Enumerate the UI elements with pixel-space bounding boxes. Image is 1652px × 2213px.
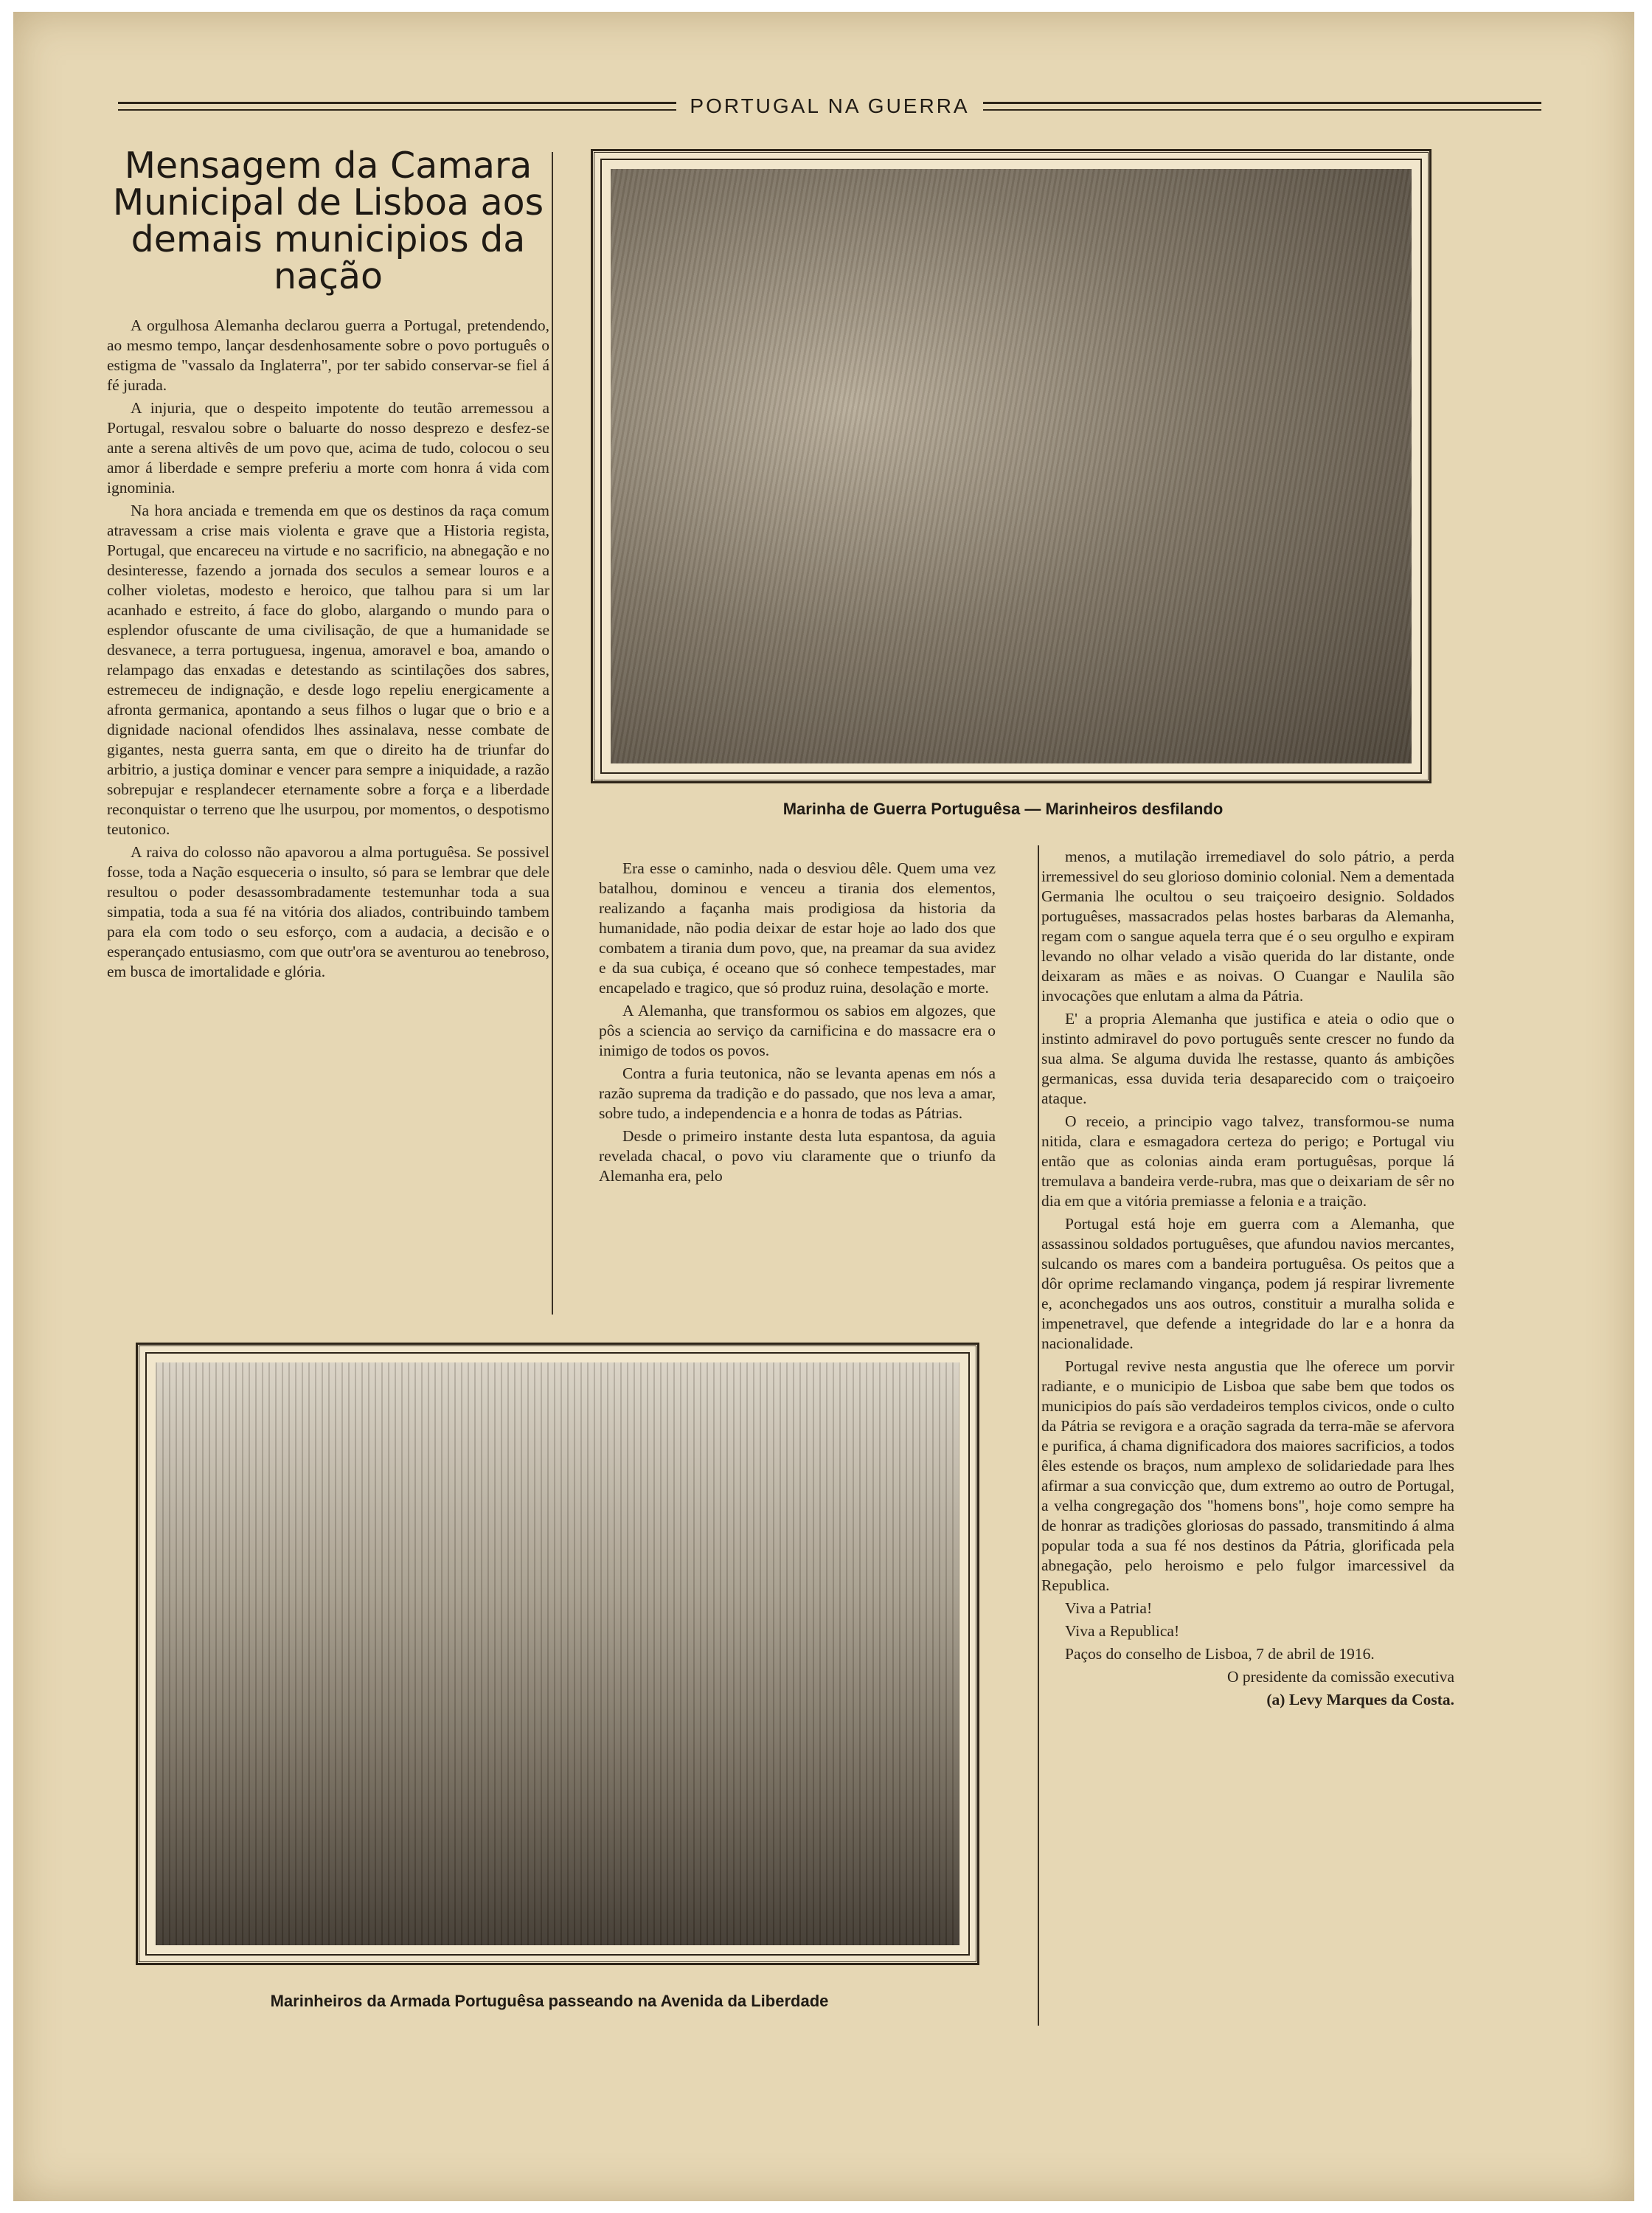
paragraph: A Alemanha, que transformou os sabios em algozes, que pôs a sciencia ao serviço da carnificina e do massacre era o inimigo de todos os povos. [599, 1002, 996, 1059]
paragraph: A orgulhosa Alemanha declarou guerra a Portugal, pretendendo, ao mesmo tempo, lançar desdenhosamente sobre o povo português o estigma de "vassalo da Inglaterra", por ter sabido conservar-se fiel á fé jurada. [107, 316, 549, 394]
paragraph: Contra a furia teutonica, não se levanta apenas em nós a razão suprema da tradição e do passado, que nos leva a amar, sobre tudo, a independencia e a honra de todas as Pátrias. [599, 1064, 996, 1122]
photo-sailors-avenue [156, 1362, 959, 1945]
paragraph: Na hora anciada e tremenda em que os destinos da raça comum atravessam a crise mais violenta e grave que a Historia regista, Portugal, que encareceu na virtude e no sacrificio, na abnegação e no desinteresse, fazendo a jornada dos seculos a semear louros e a colher violetas, modesto e heroico, que talhou para si um lar acanhado e estreito, á face do globo, alargando o mundo para o esplendor ofuscante de uma civilisação, de que a humanidade se desvanece, a terra portuguesa, ingenua, amoravel e boa, amando o relampago das enxadas e detestando as scintilações dos sabres, estremeceu de indignação, e desde logo repeliu energicamente a afronta germanica, apontando a seus filhos o lugar que o brio e a dignidade nacional ofendidos lhes assinalava, nesse combate de gigantes, nesta guerra santa, em que o direito ha de triunfar do arbitrio, a justiça dominar e vencer para sempre a iniquidade, a razão sobrepujar e resplandecer eternamente sobre a força e a liberdade reconquistar o terreno que lhe usurpou, por momentos, o despotismo teutonico. [107, 502, 549, 838]
header-rule-left [118, 102, 676, 111]
paragraph: menos, a mutilação irremediavel do solo pátrio, a perda irremessivel do seu glorioso dominio colonial. Nem a dementada Germania lhe ocultou o seu traiçoeiro designio. Soldados portuguêses, massacrados pelas hostes barbaras da Alemanha, regam com o sangue aquela terra que é o seu orgulho e expiram levando no olhar velado a visão querida do lar distante, onde deixaram as mães e as noivas. O Cuangar e Naulila são invocações que enlutam a alma da Pátria. [1041, 848, 1454, 1005]
column-rule [1038, 845, 1039, 2026]
photo-border [600, 159, 1422, 774]
header-rule-right [983, 102, 1541, 111]
paragraph: Portugal está hoje em guerra com a Alemanha, que assassinou soldados portuguêses, que afundou navios mercantes, sulcando os mares com a bandeira portuguêsa. Os peitos que a dôr oprime reclamando vingança, podem já respirar livremente e, aconchegados uns aos outros, constituir a muralha solida e impenetravel, que defende a integridade do lar e a honra da nacionalidade. [1041, 1215, 1454, 1352]
running-head-title: PORTUGAL NA GUERRA [690, 94, 970, 117]
paragraph: E' a propria Alemanha que justifica e ateia o odio que o instinto admiravel do povo português sente crescer no fundo da sua alma. Se alguma duvida lhe restasse, quanto ás ambições germanicas, essa duvida teria desaparecido com o traiçoeiro ataque. [1041, 1010, 1454, 1107]
paragraph: Era esse o caminho, nada o desviou dêle. Quem uma vez batalhou, dominou e venceu a tirania dos elementos, realizando a façanha mais prodigiosa da historia da humanidade, não podia deixar de estar hoje ao lado dos que combatem a tirania dum povo, que, na preamar da sua avidez e da sua cubiça, é oceano que só conhece tempestades, mar encapelado e tragico, que só produz ruina, desolação e morte. [599, 859, 996, 997]
article-column-3 [1041, 847, 1454, 1975]
photo-caption-top: Marinha de Guerra Portuguêsa — Marinheiros desfilando [782, 800, 1224, 818]
article-title: Mensagem da Camara Municipal de Lisboa aos demais municipios da nação [112, 145, 544, 297]
photo-frame-top [592, 150, 1430, 782]
signoff-title: O presidente da comissão executiva [1226, 1668, 1454, 1686]
article-column-2 [599, 859, 996, 1301]
article-column-1 [107, 316, 549, 1319]
running-header [118, 91, 1541, 121]
closing-line: Viva a Patria! [1065, 1599, 1153, 1617]
photo-sailors-parade [611, 169, 1412, 763]
paragraph: A injuria, que o despeito impotente do teutão arremessou a Portugal, resvalou sobre o baluarte do nosso desprezo e desfez-se ante a serena altivês de um povo que, acima de tudo, colocou o seu amor á liberdade e sempre preferiu a morte com honra á vida com ignominia. [107, 399, 549, 496]
signoff-name: (a) Levy Marques da Costa. [1266, 1691, 1454, 1708]
photo-caption-bottom: Marinheiros da Armada Portuguêsa passeando na Avenida da Liberdade [270, 1992, 829, 2010]
photo-frame-bottom [137, 1344, 978, 1964]
paragraph: A raiva do colosso não apavorou a alma portuguêsa. Se possivel fosse, toda a Nação esqueceria o insulto, só para se lembrar que dele resultou o poder desassombradamente testemunhar toda a sua simpatia, toda a sua fé na vitória dos aliados, contribuindo tambem para ela com todo o seu esforço, com a audacia, a decisão e o esperançado entusiasmo, com que outr'ora se aventurou ao tenebroso, em busca de imortalidade e glória. [107, 843, 549, 980]
dateline: Paços do conselho de Lisboa, 7 de abril de 1916. [1065, 1645, 1375, 1663]
paragraph: Portugal revive nesta angustia que lhe oferece um porvir radiante, e o municipio de Lisboa que sabe bem que todos os municipios do país são verdadeiros templos civicos, onde o culto da Pátria se revigora e a oração sagrada da terra-mãe se afervora e purifica, á chama dignificadora dos maiores sacrificios, a todos êles estende os braços, num amplexo de solidariedade para lhes afirmar a sua convicção que, dum extremo ao outro de Portugal, a velha congregação dos "homens bons", hoje como sempre ha de honrar as tradições gloriosas do passado, transmitindo á alma popular toda a sua fé nos destinos da Pátria, glorificada pela abnegação, pelo heroismo e pelo fulgor imarcessivel da Republica. [1041, 1357, 1454, 1594]
photo-border [145, 1352, 970, 1956]
paragraph: O receio, a principio vago talvez, transformou-se numa nitida, clara e esmagadora certeza do perigo; e Portugal viu então que as colonias ainda eram portuguêsas, porque lá tremulava a bandeira verde-rubra, mas que o deixariam de sêr no dia em que a vitória premiasse a felonia e a traição. [1041, 1112, 1454, 1210]
column-rule [552, 152, 553, 1315]
closing-line: Viva a Republica! [1065, 1622, 1180, 1640]
paragraph: Desde o primeiro instante desta luta espantosa, da aguia revelada chacal, o povo viu claramente que o triunfo da Alemanha era, pelo [599, 1127, 996, 1185]
